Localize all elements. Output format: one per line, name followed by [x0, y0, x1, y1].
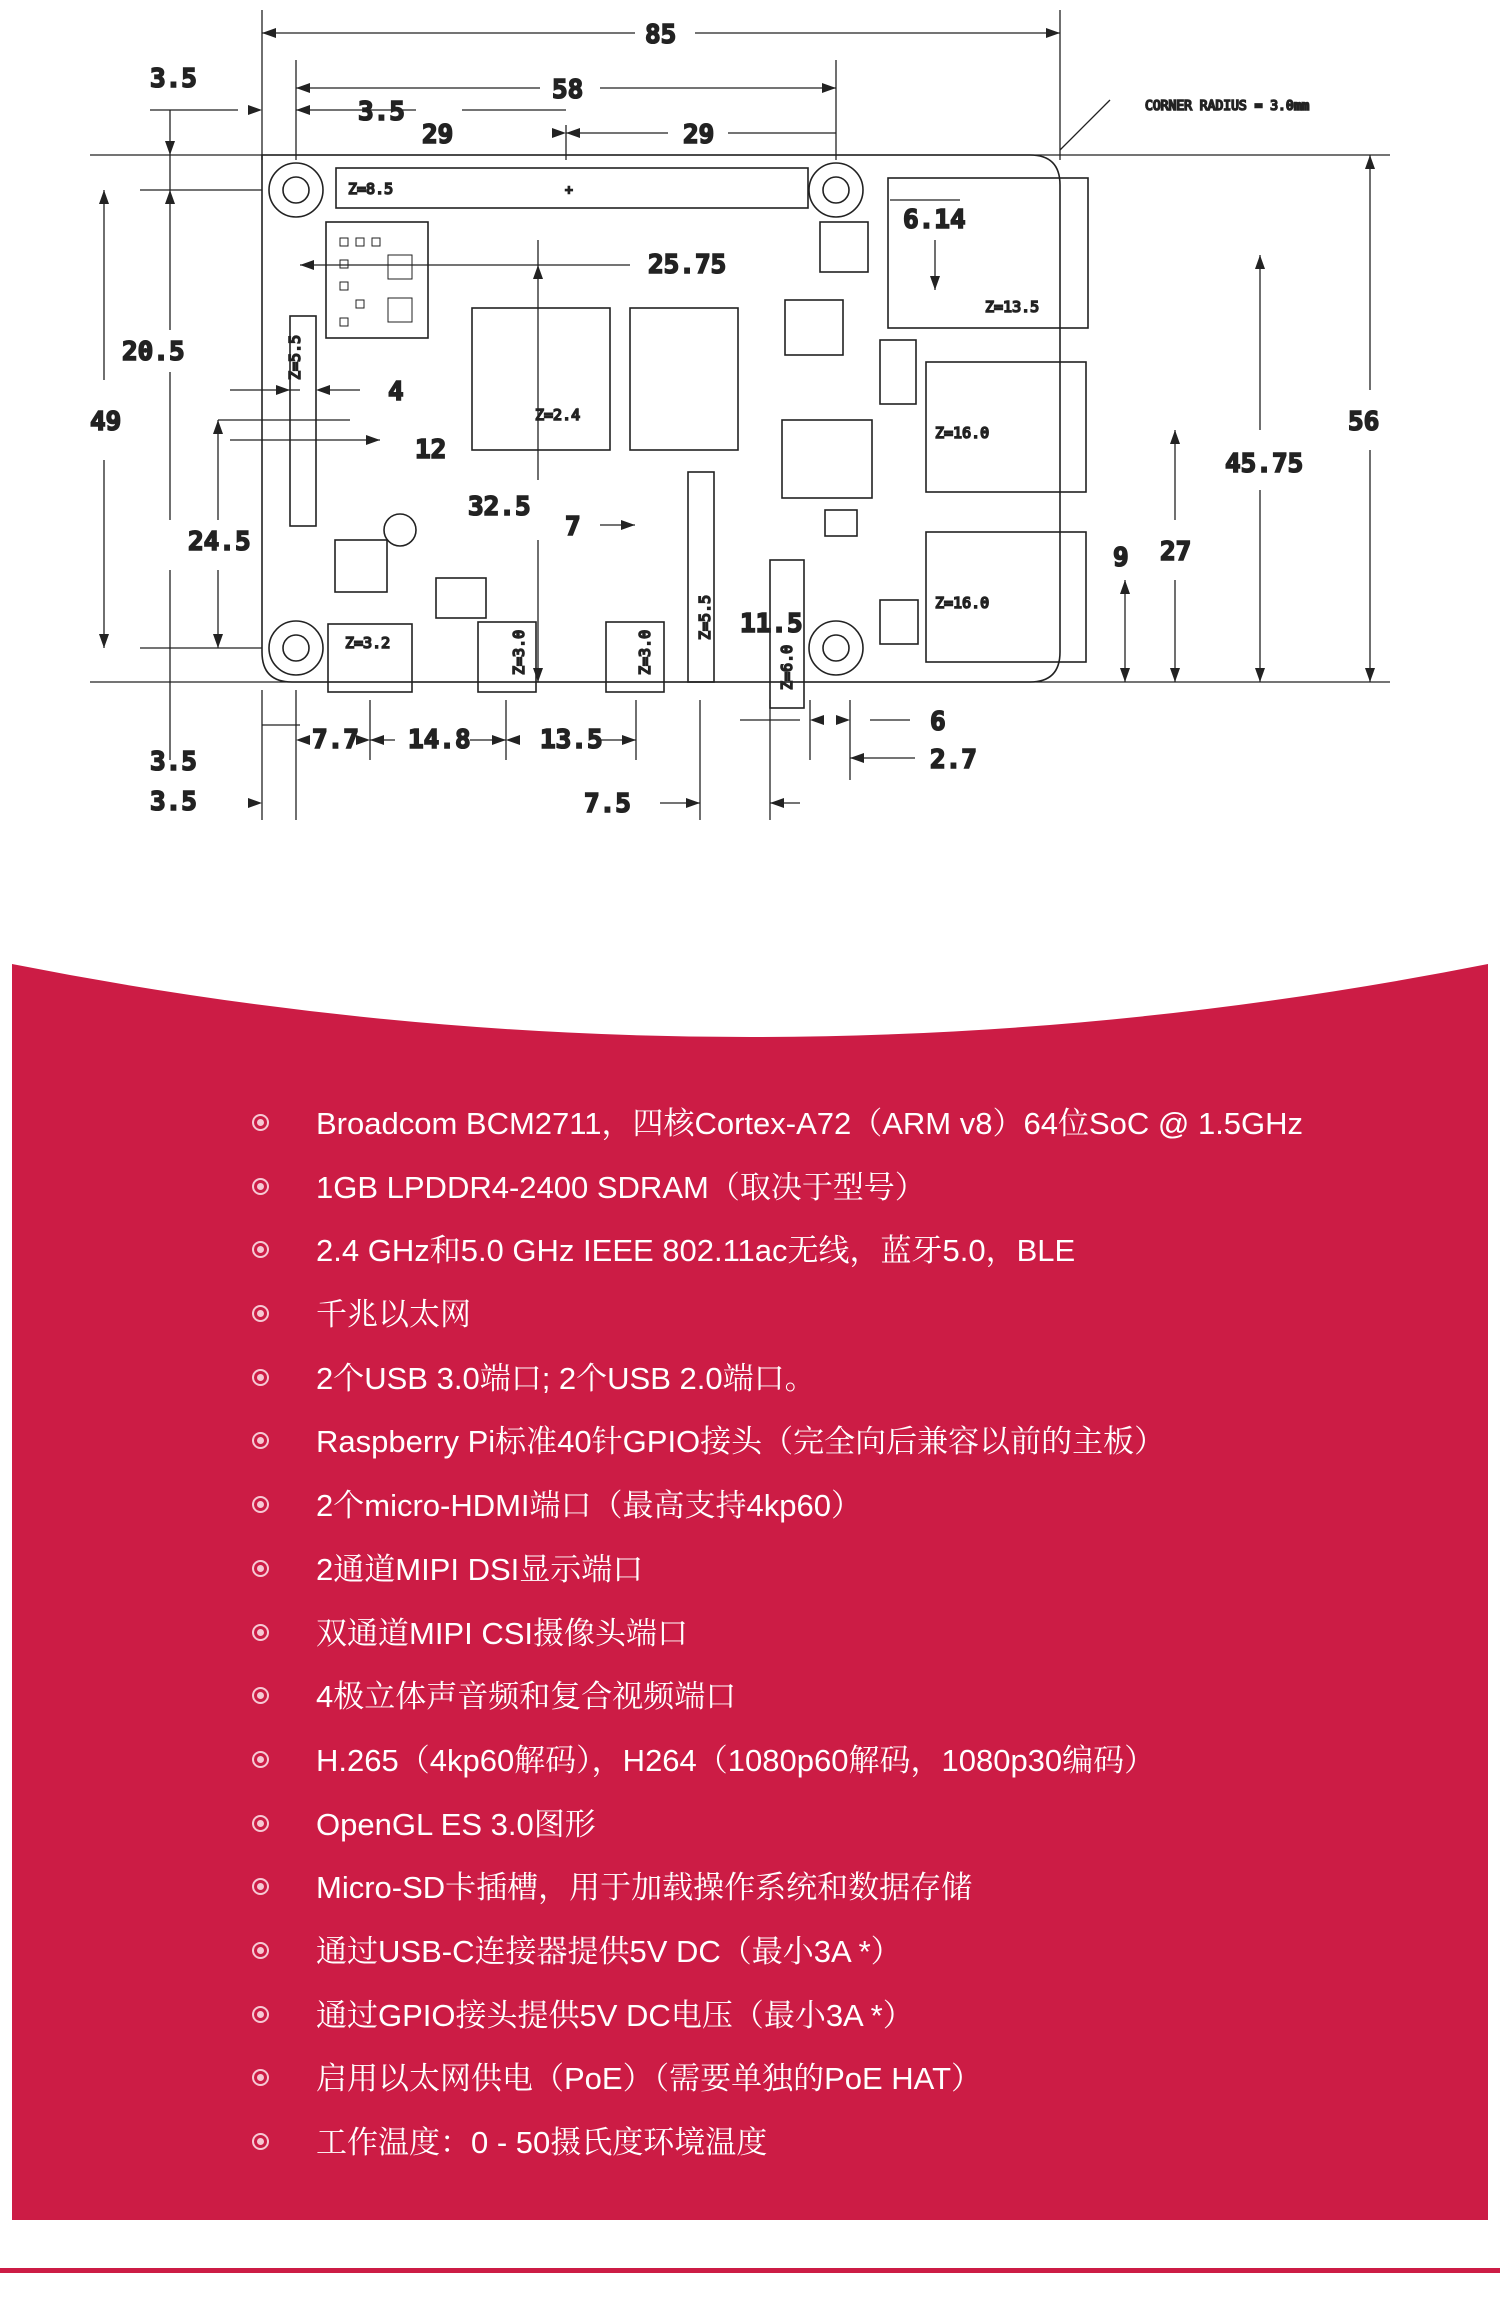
bullet-icon: [252, 1369, 269, 1386]
spec-text: Micro-SD卡插槽，用于加载操作系统和数据存储: [316, 1870, 973, 1906]
wireless-module: [326, 222, 428, 338]
spec-item: [0, 2061, 1500, 2125]
dim-85: 85: [645, 20, 677, 50]
dim-6-14: 6.14: [903, 205, 966, 235]
z-label-dsi: Z=5.5: [286, 334, 304, 380]
ram-chip-1: [472, 308, 610, 450]
dimension-lines: [90, 10, 1390, 820]
spec-item: [0, 1807, 1500, 1871]
dim-9: 9: [1113, 543, 1129, 573]
bullet-icon: [252, 1624, 269, 1641]
bullet-icon: [252, 1241, 269, 1258]
dim-3-5-bottom-b: 3.5: [150, 787, 197, 817]
dim-29-left: 29: [422, 120, 454, 150]
spec-item: [0, 1424, 1500, 1488]
bullet-icon: [252, 1114, 269, 1131]
spec-text: Broadcom BCM2711，四核Cortex-A72（ARM v8）64位SoC @ 1.5GHz: [316, 1106, 1304, 1141]
inductor: [384, 514, 416, 546]
bullet-icon: [252, 1178, 269, 1195]
dim-12: 12: [415, 435, 447, 465]
spec-text: 双通道MIPI CSI摄像头端口: [316, 1615, 689, 1651]
spec-item: [0, 1870, 1500, 1934]
spec-item: [0, 1106, 1500, 1170]
dim-56: 56: [1348, 407, 1380, 437]
spec-item: [0, 1297, 1500, 1361]
bullet-icon: [252, 1687, 269, 1704]
bullet-icon: [252, 1560, 269, 1577]
spec-text: 千兆以太网: [316, 1297, 471, 1333]
spec-item: [0, 1743, 1500, 1807]
dim-32-5: 32.5: [468, 492, 531, 522]
dim-3-5-top: 3.5: [150, 64, 197, 94]
bullet-icon: [252, 1432, 269, 1449]
dim-7: 7: [565, 512, 581, 542]
spec-text: 通过GPIO接头提供5V DC电压（最小3A *）: [316, 1997, 914, 2033]
spec-list: [0, 1106, 1500, 2189]
pmic-chip: [335, 540, 387, 592]
bullet-icon: [252, 2133, 269, 2150]
spec-item: [0, 1998, 1500, 2062]
bullet-icon: [252, 1751, 269, 1768]
board-dimension-drawing: [0, 0, 1500, 860]
spec-item: [0, 1616, 1500, 1680]
spec-item: [0, 1170, 1500, 1234]
spec-text: 2个micro-HDMI端口（最高支持4kp60）: [316, 1488, 863, 1524]
dim-24-5: 24.5: [188, 527, 251, 557]
dim-3-5-inner: 3.5: [358, 97, 405, 127]
z-label-eth: Z=13.5: [985, 298, 1040, 316]
z-label-csi: Z=5.5: [696, 594, 714, 640]
z-label-hdmi2: Z=3.0: [636, 629, 654, 675]
corner-radius-note: CORNER RADIUS = 3.0mm: [1145, 99, 1310, 114]
spec-item: [0, 1488, 1500, 1552]
z-label-gpio: Z=8.5: [348, 180, 394, 198]
spec-text: 通过USB-C连接器提供5V DC（最小3A *）: [316, 1933, 902, 1969]
dim-13-5: 13.5: [540, 725, 603, 755]
dim-20-5: 20.5: [122, 337, 185, 367]
soc-chip: [782, 420, 872, 498]
spec-item: [0, 1552, 1500, 1616]
z-label-hdmi1: Z=3.0: [510, 629, 528, 675]
dim-2-7: 2.7: [930, 745, 977, 775]
dim-6: 6: [930, 707, 946, 737]
controller-chip: [785, 300, 843, 355]
dim-4: 4: [388, 377, 404, 407]
spec-item: [0, 1679, 1500, 1743]
spec-text: 启用以太网供电（PoE）（需要单独的PoE HAT）: [316, 2061, 982, 2097]
spec-text: 工作温度：0 - 50摄氏度环境温度: [316, 2125, 768, 2160]
spec-text: Raspberry Pi标准40针GPIO接头（完全向后兼容以前的主板）: [316, 1424, 1166, 1460]
dim-25-75: 25.75: [648, 250, 727, 280]
z-label-usbc: Z=3.2: [345, 634, 391, 652]
dim-3-5-bottom-a: 3.5: [150, 747, 197, 777]
z-label-ram: Z=2.4: [535, 406, 581, 424]
spec-text: OpenGL ES 3.0图形: [316, 1806, 596, 1842]
bullet-icon: [252, 1878, 269, 1895]
z-label-usb1: Z=16.0: [935, 424, 990, 442]
bottom-divider: [0, 2268, 1500, 2273]
z-label-usb2: Z=16.0: [935, 594, 990, 612]
spec-text: 1GB LPDDR4-2400 SDRAM（取决于型号）: [316, 1169, 926, 1205]
svg-text:+: +: [565, 183, 573, 198]
spec-item: [0, 1361, 1500, 1425]
spec-text: 2通道MIPI DSI显示端口: [316, 1551, 644, 1587]
dim-27: 27: [1160, 537, 1192, 567]
dim-45-75: 45.75: [1225, 449, 1304, 479]
wireless-module-pins: [340, 238, 412, 326]
spec-item: [0, 2125, 1500, 2189]
dim-7-7: 7.7: [312, 725, 359, 755]
bullet-icon: [252, 1815, 269, 1832]
spec-text: 4极立体声音频和复合视频端口: [316, 1679, 737, 1715]
dim-14-8: 14.8: [408, 725, 471, 755]
csi-connector: [688, 472, 714, 682]
spec-text: 2.4 GHz和5.0 GHz IEEE 802.11ac无线，蓝牙5.0，BLE: [316, 1233, 1076, 1269]
bullet-icon: [252, 1496, 269, 1513]
spec-item: [0, 1934, 1500, 1998]
dim-11-5: 11.5: [740, 609, 803, 639]
spec-item: [0, 1233, 1500, 1297]
spec-text: H.265（4kp60解码），H264（1080p60解码，1080p30编码）: [316, 1742, 1156, 1778]
spec-text: 2个USB 3.0端口; 2个USB 2.0端口。: [316, 1360, 816, 1396]
dim-49: 49: [90, 407, 122, 437]
bullet-icon: [252, 1942, 269, 1959]
z-label-audio: Z=6.0: [778, 644, 796, 690]
bullet-icon: [252, 1305, 269, 1322]
dim-7-5: 7.5: [584, 789, 631, 819]
ram-chip-2: [630, 308, 738, 450]
bullet-icon: [252, 2069, 269, 2086]
dim-58: 58: [552, 75, 584, 105]
bullet-icon: [252, 2006, 269, 2023]
dim-29-right: 29: [683, 120, 715, 150]
